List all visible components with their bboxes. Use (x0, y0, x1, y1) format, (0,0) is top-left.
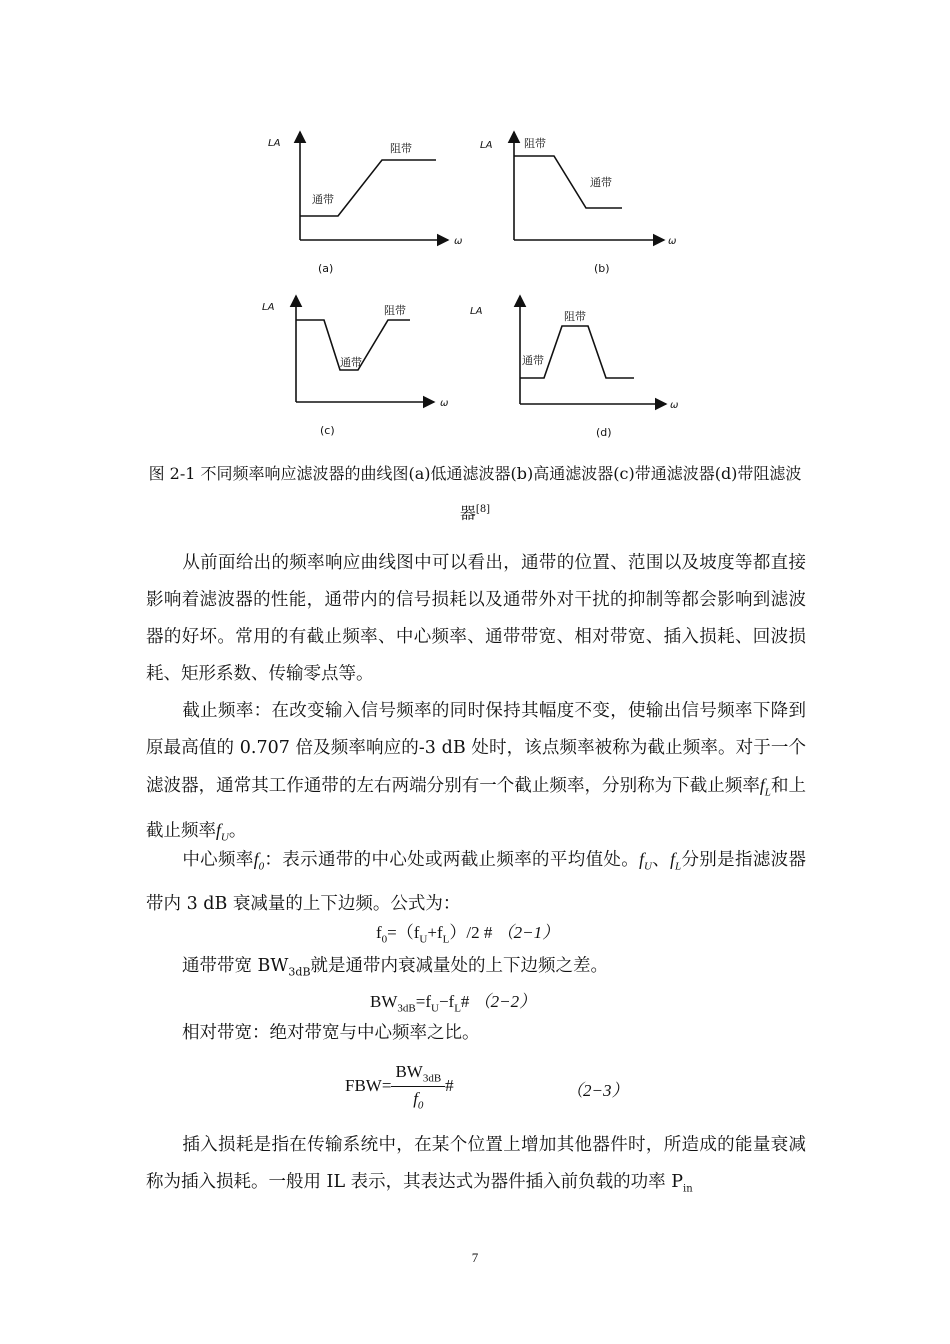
panel-a-lowpass (268, 132, 462, 275)
paragraph-6-sub: in (683, 1183, 693, 1195)
equation-2-1-number: （2−1） (496, 923, 560, 942)
paragraph-5 (146, 1015, 806, 1052)
equation-2-1: $f_0=(f_U+f_L)/2$ # （2−1） (376, 923, 560, 946)
bandstop-curve (520, 326, 634, 378)
panel-tag-c: (c) (320, 424, 335, 437)
paragraph-2-mid: 和上截止频率 (146, 776, 807, 841)
paragraph-4-b: 就是通带内衰减量处的上下边频之差。 (310, 956, 609, 976)
axis-y-label-b: LA (480, 140, 493, 151)
symbol-f0: $f_0$ (253, 849, 265, 873)
lowpass-curve (300, 160, 436, 216)
panel-c-bandpass (262, 296, 448, 437)
caption-line-1: 图 2-1 不同频率响应滤波器的曲线图(a)低通滤波器(b)高通滤波器(c)带通滤波器(d)带阻滤波 (148, 464, 802, 483)
paragraph-3-b: ：表示通带的中心处或两截止频率的平均值处。 (264, 850, 640, 870)
paragraph-4 (146, 948, 806, 991)
panel-tag-a: (a) (318, 262, 334, 275)
axis-x-label-a: ω (454, 236, 463, 247)
panel-d-bandstop (470, 296, 678, 439)
symbol-fl: $f_L$ (759, 775, 771, 799)
equation-2-2: $BW_{3dB}=f_U-f_L\#$ （2−2） (370, 992, 537, 1015)
panel-b-highpass (480, 132, 676, 275)
figure-caption (130, 456, 820, 531)
equation-2-3-number: （2−3） (566, 1081, 629, 1100)
paragraph-2-end: 。 (228, 820, 247, 841)
paragraph-1 (146, 545, 806, 693)
filter-response-figure (250, 120, 700, 450)
equation-2-2-number: （2−2） (473, 992, 537, 1011)
fbw-fraction: $\frac{BW_{3dB}}{f_0}$ (391, 1062, 445, 1112)
symbol-fu-2: $f_U$ (639, 849, 652, 873)
band-label-c2: 通带 (340, 356, 362, 369)
axis-y-label-a: LA (268, 138, 281, 149)
axis-y-label-c: LA (262, 302, 275, 313)
equation-2-3-number-wrap (566, 1076, 628, 1101)
panel-tag-d: (d) (596, 426, 612, 439)
axis-x-label-c: ω (440, 398, 449, 409)
paragraph-4-sub: 3dB (288, 965, 311, 979)
caption-reference: [8] (475, 504, 491, 515)
caption-line-2 (130, 492, 820, 531)
paragraph-3-a: 中心频率 (182, 850, 254, 870)
caption-line-2-text: 器 (459, 503, 476, 523)
paragraph-3-c: 、 (651, 850, 671, 870)
symbol-fl-2: $f_L$ (670, 849, 682, 873)
paragraph-4-a: 通带带宽 BW (182, 956, 289, 976)
axis-y-label-d: LA (470, 306, 483, 317)
paragraph-1-text: 从前面给出的频率响应曲线图中可以看出，通带的位置、范围以及坡度等都直接影响着滤波器的性能，通带内的信号损耗以及通带外对干扰的抑制等都会影响到滤波器的好坏。常用的有截止频率、中心频率、通带带宽、相对带宽、插入损耗、回波损耗、矩形系数、传输零点等。 (146, 553, 806, 684)
paragraph-2-text: 截止频率：在改变输入信号频率的同时保持其幅度不变，使输出信号频率下降到原最高值的 0.707 倍及频率响应的-3 dB 处时，该点频率被称为截止频率。对于一个滤波器，通常其工作通带的左右两端分别有一个截止频率，分别称为下截止频率 (146, 701, 806, 796)
symbol-fu: $f_U$ (216, 819, 229, 843)
paragraph-6-text: 插入损耗是指在传输系统中，在某个位置上增加其他器件时，所造成的能量衰减称为插入损耗。一般用 IL 表示，其表达式为器件插入前负载的功率 P (146, 1135, 806, 1192)
band-label-c1: 阻带 (384, 304, 406, 317)
paragraph-3 (146, 841, 806, 923)
axis-x-label-d: ω (670, 400, 679, 411)
axis-x-label-b: ω (668, 236, 677, 247)
band-label-b1: 阻带 (524, 137, 546, 150)
band-label-a2: 阻带 (390, 142, 412, 155)
band-label-b2: 通带 (590, 176, 612, 189)
paragraph-5-text: 相对带宽：绝对带宽与中心频率之比。 (182, 1023, 480, 1043)
band-label-d2: 通带 (522, 354, 544, 367)
band-label-a1: 通带 (312, 193, 334, 206)
page-number: 7 (471, 1250, 479, 1265)
band-label-d1: 阻带 (564, 310, 586, 323)
equation-2-3: FBW= $\frac{BW_{3dB}}{f_0}$ # (345, 1062, 454, 1112)
paragraph-3-d: 分别是指滤波器带内 3 dB 衰减量的上下边频。公式为： (146, 850, 807, 914)
paragraph-6 (146, 1127, 806, 1208)
paragraph-2 (146, 693, 806, 856)
panel-tag-b: (b) (594, 262, 610, 275)
